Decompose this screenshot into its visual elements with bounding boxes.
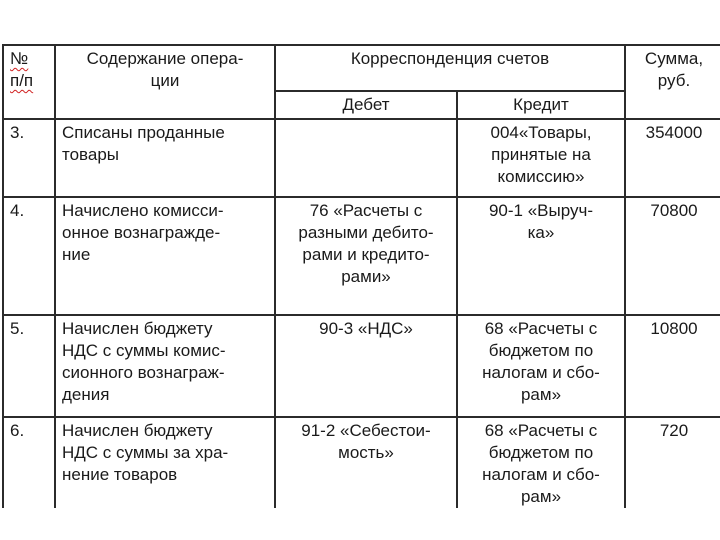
row-number: 4.	[3, 197, 55, 315]
table-row	[3, 315, 720, 417]
row-debit	[275, 119, 457, 197]
row-credit: 004«Товары, принятые на комиссию»	[457, 119, 625, 197]
row-description: Начислен бюджету НДС с суммы комис- сионного вознаграж- дения	[55, 315, 275, 417]
row-credit: 90-1 «Выруч- ка»	[457, 197, 625, 315]
table-row	[3, 119, 720, 197]
row-number: 6.	[3, 417, 55, 527]
row-number: 5.	[3, 315, 55, 417]
header-description: Содержание опера- ции	[55, 45, 275, 119]
header-debit: Дебет	[275, 91, 457, 119]
row-amount: 720	[625, 417, 720, 527]
header-correspondence: Корреспонденция счетов	[275, 45, 625, 91]
row-amount: 10800	[625, 315, 720, 417]
row-description: Списаны проданные товары	[55, 119, 275, 197]
row-amount: 70800	[625, 197, 720, 315]
row-credit: 68 «Расчеты с бюджетом по налогам и сбо- рам»	[457, 417, 625, 527]
header-credit: Кредит	[457, 91, 625, 119]
operations-table	[2, 44, 720, 528]
table-header-row	[3, 45, 720, 91]
header-number-symbol: №	[10, 49, 29, 68]
table-row	[3, 197, 720, 315]
row-number: 3.	[3, 119, 55, 197]
row-description: Начислено комисси- онное вознагражде- ние	[55, 197, 275, 315]
row-debit: 91-2 «Себестои- мость»	[275, 417, 457, 527]
row-amount: 354000	[625, 119, 720, 197]
header-amount: Сумма, руб.	[625, 45, 720, 119]
row-credit: 68 «Расчеты с бюджетом по налогам и сбо- рам»	[457, 315, 625, 417]
row-debit: 76 «Расчеты с разными дебито- рами и кредито- рами»	[275, 197, 457, 315]
page-bottom-margin	[0, 508, 720, 540]
row-debit: 90-3 «НДС»	[275, 315, 457, 417]
header-number	[3, 45, 55, 119]
header-number-abbrev: п/п	[10, 71, 34, 90]
row-description: Начислен бюджету НДС с суммы за хра- нение товаров	[55, 417, 275, 527]
